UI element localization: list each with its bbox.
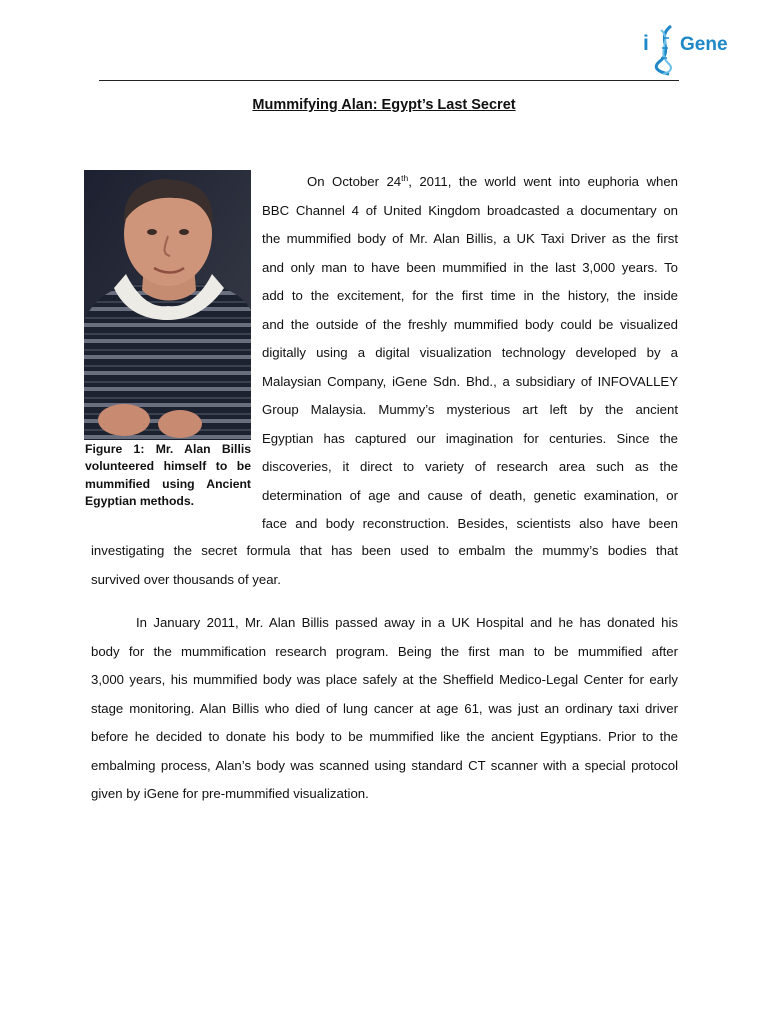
figure-caption: Figure 1: Mr. Alan Billis volunteered himself to be mummified using Ancient Egyptian methods.: [85, 442, 251, 508]
paragraph-line: body for the mummification research program. Being the first man to be mummified after: [91, 643, 678, 659]
igene-logo: [641, 22, 741, 78]
paragraph-line: investigating the secret formula that has been used to embalm the mummy’s bodies that: [91, 543, 678, 558]
paragraph-line: and the outside of the freshly mummified body could be visualized: [262, 316, 678, 332]
paragraph-line: discoveries, it direct to variety of research area such as the: [262, 459, 678, 474]
paragraph-1: [262, 168, 678, 539]
dna-helix-icon: [651, 24, 679, 76]
paragraph-line: Malaysian Company, iGene Sdn. Bhd., a subsidiary of INFOVALLEY: [262, 373, 678, 389]
paragraph-line: face and body reconstruction. Besides, scientists also have been: [262, 516, 678, 531]
ordinal-suffix: th: [401, 173, 409, 183]
paragraph-1-continued: [91, 537, 678, 594]
paragraph-line: add to the excitement, for the first time in the history, the inside: [262, 288, 678, 303]
logo-prefix: i: [643, 32, 649, 55]
paragraph-text: On October 24: [307, 174, 402, 189]
portrait-illustration: [84, 170, 251, 440]
paragraph-line: before he decided to donate his body to be mummified like the ancient Egyptians. Prior to the: [91, 729, 678, 744]
paragraph-line: embalming process, Alan’s body was scanned using standard CT scanner with a special protocol: [91, 757, 678, 773]
article-title: Mummifying Alan: Egypt’s Last Secret: [252, 97, 516, 113]
paragraph-line: [262, 168, 678, 197]
paragraph-line: and only man to have been mummified in the last 3,000 years. To: [262, 259, 678, 275]
paragraph-line: given by iGene for pre-mummified visualization.: [91, 786, 369, 801]
logo-name: Gene: [680, 34, 728, 55]
paragraph-line: In January 2011, Mr. Alan Billis passed away in a UK Hospital and he has donated his: [136, 615, 678, 630]
paragraph-line: digitally using a digital visualization technology developed by a: [262, 345, 678, 360]
paragraph-line: stage monitoring. Alan Billis who died of lung cancer at age 61, was just an ordinary taxi driver: [91, 700, 678, 716]
paragraph-line: Egyptian has captured our imagination for centuries. Since the: [262, 430, 678, 446]
paragraph-line: Group Malaysia. Mummy’s mysterious art left by the ancient: [262, 402, 678, 417]
paragraph-text: , 2011, the world went into euphoria when: [408, 174, 678, 189]
paragraph-line: 3,000 years, his mummified body was place safely at the Sheffield Medico-Legal Center for early: [91, 672, 678, 687]
paragraph-line: determination of age and cause of death, genetic examination, or: [262, 487, 678, 503]
paragraph-2: [91, 609, 678, 809]
paragraph-line: BBC Channel 4 of United Kingdom broadcasted a documentary on: [262, 202, 678, 218]
portrait-photo: [84, 170, 251, 440]
paragraph-line: survived over thousands of year.: [91, 571, 281, 587]
header-rule: [99, 80, 679, 81]
paragraph-line: the mummified body of Mr. Alan Billis, a UK Taxi Driver as the first: [262, 231, 678, 246]
